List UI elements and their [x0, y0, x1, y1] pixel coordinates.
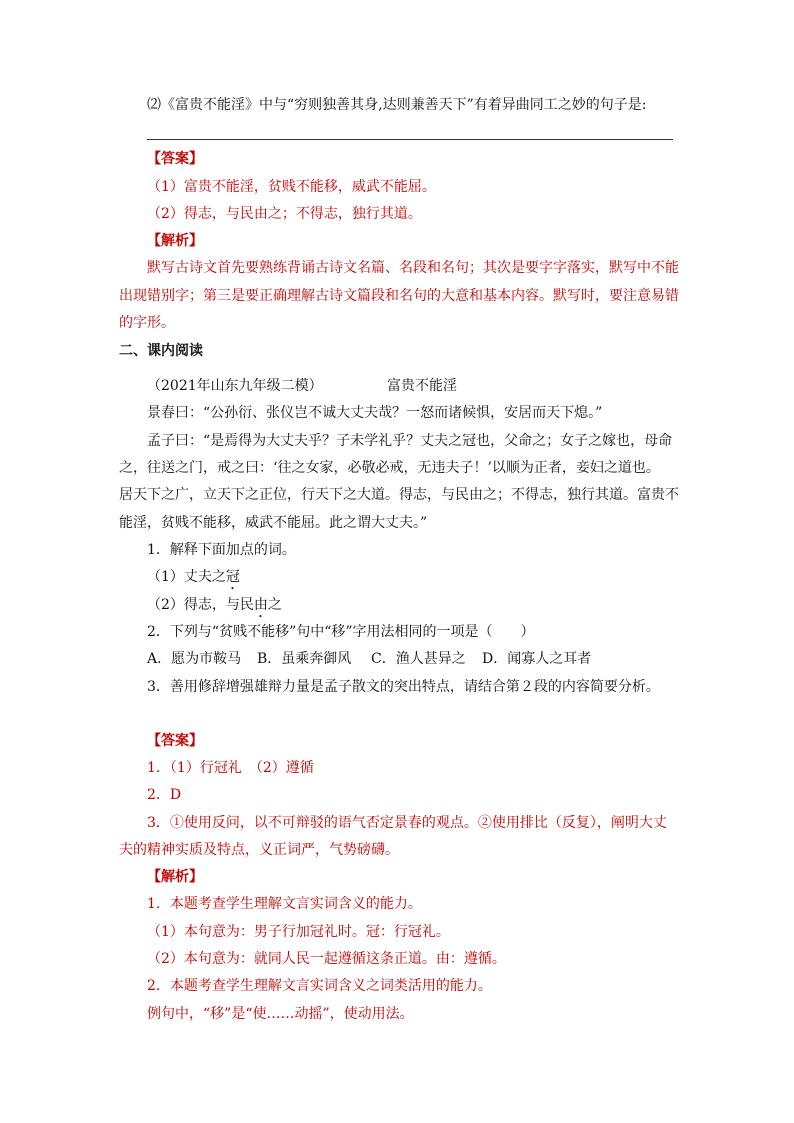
passage-line-3: 之，往送之门，戒之曰：‘往之女家，必敬必戒，无违夫子！’以顺为正者，妾妇之道也。 [119, 460, 660, 476]
analysis-label-2: 【解析】 [147, 869, 203, 885]
question-2-option-c: C．渔人甚异之 [371, 651, 466, 667]
question-2-option-b: B．虽乘奔御风 [257, 651, 352, 667]
answer-label: 【答案】 [147, 151, 203, 167]
dotted-word: 冠 [225, 569, 240, 585]
item-text: （2）得志，与民 [147, 597, 254, 613]
answer-line-1: （1）富贵不能淫，贫贱不能移，威武不能屈。 [147, 179, 436, 195]
passage-title: 富贵不能淫 [387, 378, 457, 394]
analysis-2-line-4: 2．本题考查学生理解文言实词含义之词类活用的能力。 [147, 978, 492, 994]
analysis-line-2: 出现错别字；第三是要正确理解古诗文篇段和名句的大意和基本内容。默写时，要注意易错 [119, 288, 679, 304]
answer-line-2: （2）得志，与民由之；不得志，独行其道。 [147, 206, 422, 222]
answer-blank-line [147, 139, 673, 140]
answer-2-line-1: 1．（1）行冠礼 （2）遵循 [147, 760, 314, 776]
answer-2-line-4: 夫的精神实质及特点，义正词严，气势磅礴。 [119, 842, 399, 858]
section-heading: 二、课内阅读 [119, 343, 203, 359]
passage-line-2: 孟子曰：“是焉得为大丈夫乎？子未学礼乎？丈夫之冠也，父命之；女子之嫁也，母命 [147, 433, 673, 449]
question-1-item-2 [147, 595, 282, 621]
answer-2-line-3: 3．①使用反问，以不可辩驳的语气否定景春的观点。②使用排比（反复），阐明大丈 [147, 815, 667, 831]
question-1-item-1 [147, 567, 240, 593]
item-text-tail: 之 [267, 597, 282, 613]
analysis-2-line-3: （2）本句意为：就同人民一起遵循这条正道。由：遵循。 [147, 951, 506, 967]
passage-line-5: 能淫，贫贱不能移，威武不能屈。此之谓大丈夫。” [119, 515, 428, 531]
question-2-option-d: D．闻寡人之耳者 [482, 651, 592, 667]
question-3-stem: 3．善用修辞增强雄辩力量是孟子散文的突出特点，请结合第２段的内容简要分析。 [147, 679, 660, 695]
analysis-2-line-1: 1．本题考查学生理解文言实词含义的能力。 [147, 896, 422, 912]
analysis-line-1: 默写古诗文首先要熟练背诵古诗文名篇、名段和名句；其次是要字字落实，默写中不能 [147, 260, 679, 276]
item-text: （1）丈夫之 [147, 569, 226, 585]
passage-line-1: 景春曰：“公孙衍、张仪岂不诚大丈夫哉？一怒而诸候惧，安居而天下熄。” [147, 405, 603, 421]
question-2-option-a: A．愿为市鞍马 [147, 651, 242, 667]
analysis-label: 【解析】 [147, 233, 203, 249]
question-1-stem: 1．解释下面加点的词。 [147, 542, 296, 558]
analysis-2-line-2: （1）本句意为：男子行加冠礼时。冠：行冠礼。 [147, 924, 450, 940]
question-fill-in: ⑵《富贵不能淫》中与“穷则独善其身,达则兼善天下”有着异曲同工之妙的句子是: [147, 97, 647, 113]
passage-line-4: 居天下之广，立天下之正位，行天下之大道。得志，与民由之；不得志，独行其道。富贵不 [119, 487, 679, 503]
answer-label-2: 【答案】 [147, 733, 203, 749]
question-2-stem: 2．下列与“贫贱不能移”句中“移”字用法相同的一项是（ ） [147, 624, 535, 640]
analysis-2-line-5: 例句中，“移”是“使……动摇”，使动用法。 [147, 1006, 414, 1022]
dotted-word: 由 [253, 597, 268, 613]
passage-source: （2021年山东九年级二模） [147, 378, 323, 394]
analysis-line-3: 的字形。 [119, 315, 175, 331]
answer-2-line-2: 2．D [147, 787, 182, 803]
